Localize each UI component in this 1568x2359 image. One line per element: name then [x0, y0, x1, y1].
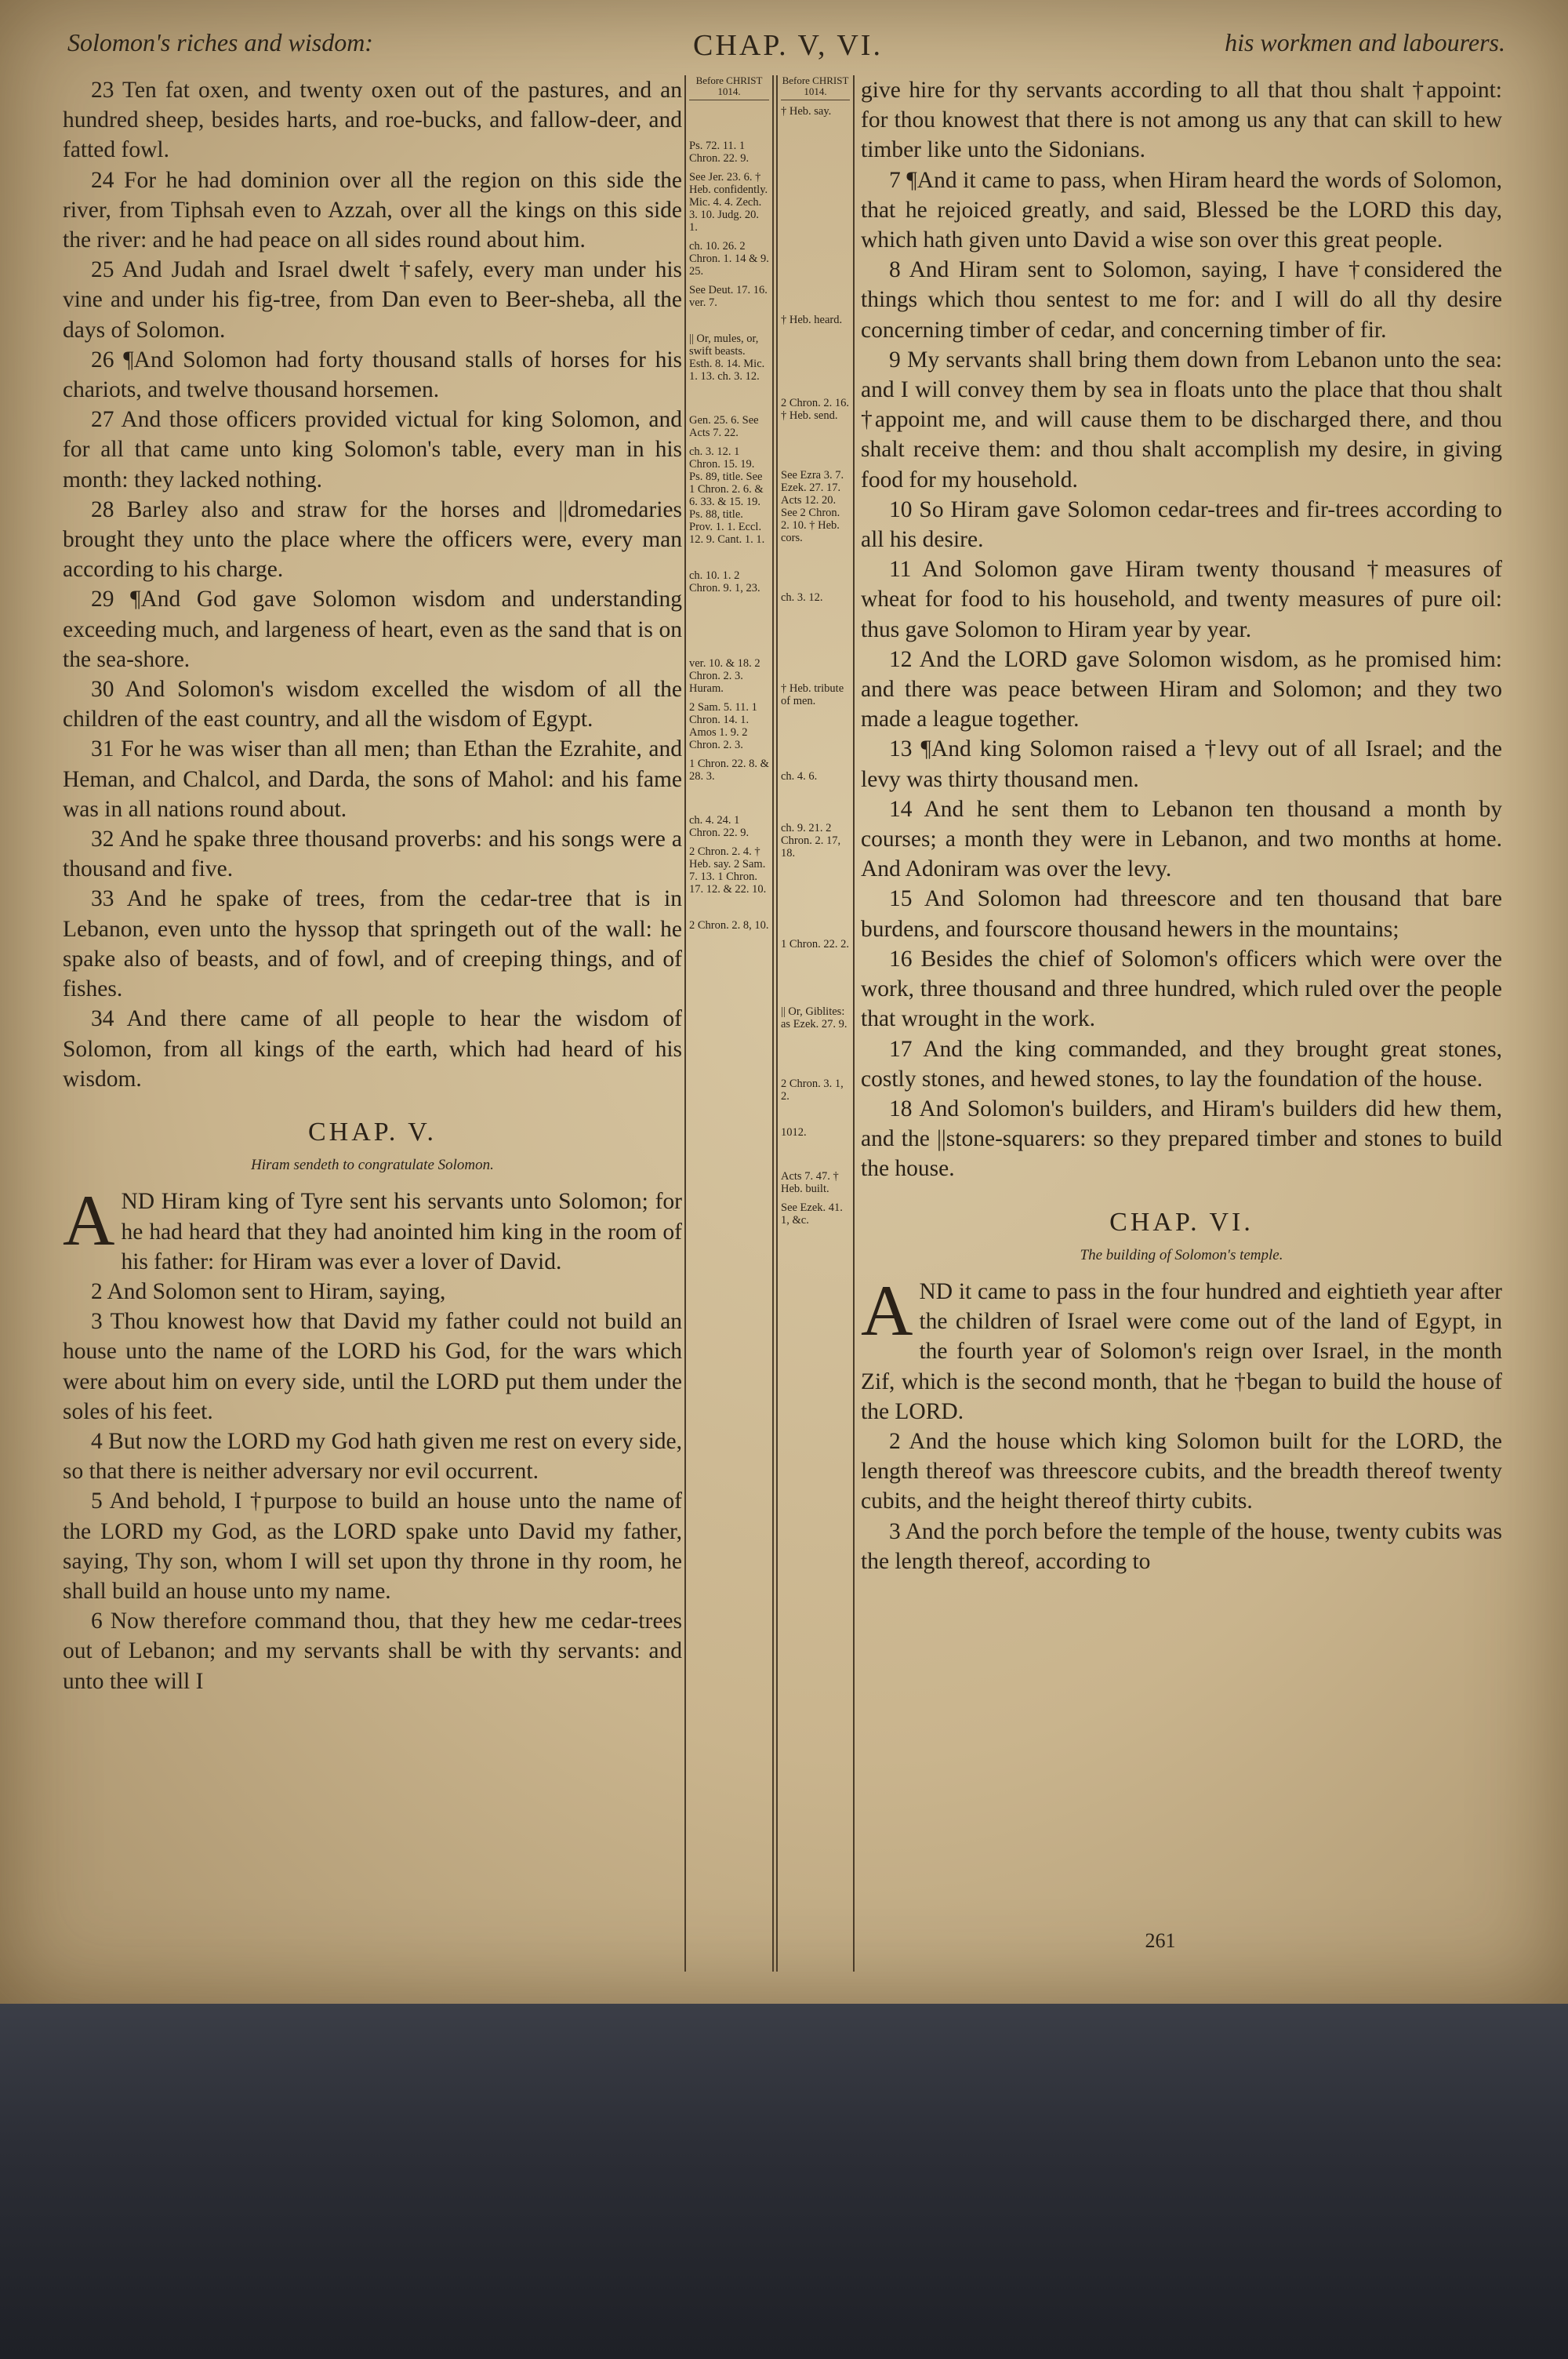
margin-note: ch. 9. 21. 2 Chron. 2. 17, 18. [781, 822, 841, 860]
chapter-summary: Hiram sendeth to congratulate Solomon. [251, 1157, 494, 1174]
verse: 2 And the house which king Solomon built for the LORD, the length thereof was threescore cubits, and the breadth thereof twenty cubits, and the height thereof thirty cubits. [861, 1428, 1502, 1514]
margin-note: 2 Sam. 5. 11. 1 Chron. 14. 1. Amos 1. 9. 2 Chron. 2. 3. [689, 701, 757, 751]
drop-cap: A [861, 1270, 913, 1350]
verse: 6 Now therefore command thou, that they hew me cedar-trees out of Lebanon; and my servants shall be with thy servants: and unto thee will I [63, 1608, 682, 1694]
column-rule [853, 75, 855, 1972]
margin-note: Acts 7. 47. † Heb. built. [781, 1170, 839, 1195]
verse: 15 And Solomon had threescore and ten thousand that bare burdens, and fourscore thousand hewers in the mountains; [861, 886, 1502, 942]
verse: 14 And he sent them to Lebanon ten thousand a month by courses; a month they were in Lebanon, and two months at home. And Adoniram was over the levy. [861, 796, 1502, 882]
margin-note: See Deut. 17. 16. ver. 7. [689, 284, 768, 309]
verse: 2 And Solomon sent to Hiram, saying, [91, 1278, 446, 1304]
verse: 7 ¶And it came to pass, when Hiram heard the words of Solomon, that he rejoiced greatly, and said, Blessed be the LORD this day, which hath given unto David a wise son over this great people. [861, 167, 1502, 253]
verse: 28 Barley also and straw for the horses and ||dromedaries brought they unto the place where the officers were, every man according to his charge. [63, 496, 682, 583]
verse: 9 My servants shall bring them down from Lebanon unto the sea: and I will convey them by sea in floats unto the place that thou shalt †appoint me, and will cause them to be discharged there, and thou shalt receive them: and thou shalt accomplish my desire, in giving food for my household. [861, 347, 1502, 493]
verse: give hire for thy servants according to all that thou shalt †appoint: for thou knowest that there is not among us any that can skill to hew timber like unto the Sidonians. [861, 78, 1502, 163]
opening-text: ND it came to pass in the four hundred and eightieth year after the children of Israel were come out of the land of Egypt, in the fourth year of Solomon's reign over Israel, in the month Zif, which is the second month, that he †began to build the house of the LORD. [861, 1278, 1502, 1424]
page-number: 261 [1145, 1929, 1176, 1952]
running-head-center: CHAP. V, VI. [693, 29, 883, 62]
verse: 5 And behold, I †purpose to build an house unto the name of the LORD my God, as the LORD spake unto David my father, saying, Thy son, whom I will set upon thy throne in thy room, he shall build an house unto my name. [63, 1488, 682, 1604]
date-header: Before CHRIST 1014. [781, 75, 850, 100]
margin-note: 2 Chron. 2. 16. † Heb. send. [781, 397, 849, 422]
chapter-opening-verse [63, 1180, 682, 1277]
verse: 31 For he was wiser than all men; than Ethan the Ezrahite, and Heman, and Chalcol, and Darda, the sons of Mahol: and his fame was in all nations round about. [63, 736, 682, 822]
margin-note: ch. 3. 12. 1 Chron. 15. 19. Ps. 89, title. See 1 Chron. 2. 6. & 6. 33. & 15. 19. Ps. 88, title. Prov. 1. 1. Eccl. 12. 9. Cant. 1. 1. [689, 445, 765, 546]
chapter-summary: The building of Solomon's temple. [1080, 1246, 1283, 1263]
margin-note: 1 Chron. 22. 2. [781, 938, 849, 951]
margin-note: See Jer. 23. 6. † Heb. confidently. Mic. 4. 4. Zech. 3. 10. Judg. 20. 1. [689, 171, 768, 234]
verse: 3 Thou knowest how that David my father could not build an house unto the name of the LORD his God, for the wars which were about him on every side, until the LORD put them under the soles of his feet. [63, 1309, 682, 1424]
verse: 26 ¶And Solomon had forty thousand stalls of horses for his chariots, and twelve thousand horsemen. [63, 347, 682, 403]
margin-note: 2 Chron. 2. 4. † Heb. say. 2 Sam. 7. 13. 1 Chron. 17. 12. & 22. 10. [689, 845, 767, 896]
verse: 29 ¶And God gave Solomon wisdom and understanding exceeding much, and largeness of heart, even as the sand that is on the sea-shore. [63, 587, 682, 672]
margin-note: ch. 4. 24. 1 Chron. 22. 9. [689, 814, 750, 839]
margin-note: † Heb. tribute of men. [781, 682, 844, 707]
margin-note: 2 Chron. 2. 8, 10. [689, 919, 769, 932]
verse: 10 So Hiram gave Solomon cedar-trees and fir-trees according to all his desire. [861, 496, 1502, 553]
verse: 13 ¶And king Solomon raised a †levy out of all Israel; and the levy was thirty thousand men. [861, 736, 1502, 792]
verse: 34 And there came of all people to hear the wisdom of Solomon, from all kings of the earth, which had heard of his wisdom. [63, 1006, 682, 1092]
margin-references-right [781, 75, 850, 1233]
running-head-left: Solomon's riches and wisdom: [67, 28, 373, 56]
right-text-column [861, 75, 1502, 1576]
column-rule [776, 75, 778, 1972]
verse: 30 And Solomon's wisdom excelled the wisdom of all the children of the east country, and all the wisdom of Egypt. [63, 677, 682, 732]
margin-note: See Ezek. 41. 1, &c. [781, 1201, 843, 1227]
verse: 17 And the king commanded, and they brought great stones, costly stones, and hewed stones, to lay the foundation of the house. [861, 1036, 1502, 1092]
running-head-right: his workmen and labourers. [1225, 28, 1505, 56]
verse: 23 Ten fat oxen, and twenty oxen out of the pastures, and an hundred sheep, besides harts, and roe-bucks, and fallow-deer, and fatted fowl. [63, 78, 682, 163]
verse: 16 Besides the chief of Solomon's officers which were over the work, three thousand and three hundred, which ruled over the people that wrought in the work. [861, 946, 1502, 1032]
margin-note: Gen. 25. 6. See Acts 7. 22. [689, 414, 759, 439]
verse: 24 For he had dominion over all the region on this side the river, from Tiphsah even to Azzah, over all the kings on this side the river: and he had peace on all sides round about him. [63, 167, 682, 253]
margin-note: || Or, mules, or, swift beasts. Esth. 8. 14. Mic. 1. 13. ch. 3. 12. [689, 333, 765, 383]
margin-note: ch. 4. 6. [781, 770, 818, 783]
verse: 27 And those officers provided victual for king Solomon, and for all that came unto king Solomon's table, every man in his month: they lacked nothing. [63, 407, 682, 493]
date-header: Before CHRIST 1014. [689, 75, 769, 100]
margin-note: 1012. [781, 1126, 807, 1139]
margin-note: 1 Chron. 22. 8. & 28. 3. [689, 758, 769, 783]
column-rule [772, 75, 774, 1972]
margin-note: Ps. 72. 11. 1 Chron. 22. 9. [689, 140, 750, 165]
verse: 8 And Hiram sent to Solomon, saying, I have †considered the things which thou sentest to me for: and I will do all thy desire concerning timber of cedar, and concerning timber of fir. [861, 257, 1502, 343]
chapter-heading: CHAP. V. [308, 1117, 437, 1147]
margin-note: See Ezra 3. 7. Ezek. 27. 17. Acts 12. 20. See 2 Chron. 2. 10. † Heb. cors. [781, 469, 844, 544]
drop-cap: A [63, 1180, 115, 1261]
verse: 12 And the LORD gave Solomon wisdom, as he promised him: and there was peace between Hiram and Solomon; and they two made a league together. [861, 646, 1502, 732]
verse: 25 And Judah and Israel dwelt †safely, every man under his vine and under his fig-tree, from Dan even to Beer-sheba, all the days of Solomon. [63, 257, 682, 343]
verse: 11 And Solomon gave Hiram twenty thousand †measures of wheat for food to his household, and twenty measures of pure oil: thus gave Solomon to Hiram year by year. [861, 557, 1502, 642]
chapter-heading: CHAP. VI. [1109, 1207, 1254, 1237]
margin-note: † Heb. heard. [781, 314, 843, 326]
margin-note: ch. 3. 12. [781, 591, 823, 604]
opening-text: ND Hiram king of Tyre sent his servants unto Solomon; for he had heard that they had anointed him king in the room of his father: for Hiram was ever a lover of David. [121, 1189, 682, 1274]
margin-note: † Heb. say. [781, 105, 832, 118]
background-surface [0, 2004, 1568, 2359]
verse: 3 And the porch before the temple of the house, twenty cubits was the length thereof, according to [861, 1518, 1502, 1574]
left-text-column [63, 75, 682, 1696]
margin-note: ch. 10. 1. 2 Chron. 9. 1, 23. [689, 569, 760, 594]
chapter-opening-verse [861, 1270, 1502, 1427]
margin-references-left [689, 75, 769, 938]
verse: 33 And he spake of trees, from the cedar-tree that is in Lebanon, even unto the hyssop that springeth out of the wall: he spake also of beasts, and of fowl, and of creeping things, and of fishes. [63, 886, 682, 1002]
verse: 18 And Solomon's builders, and Hiram's builders did hew them, and the ||stone-squarers: so they prepared timber and stones to build the house. [861, 1096, 1502, 1182]
margin-note: ch. 10. 26. 2 Chron. 1. 14 & 9. 25. [689, 240, 769, 278]
column-rule [684, 75, 686, 1972]
verse: 32 And he spake three thousand proverbs: and his songs were a thousand and five. [63, 827, 682, 882]
margin-note: ver. 10. & 18. 2 Chron. 2. 3. Huram. [689, 657, 760, 695]
margin-note: 2 Chron. 3. 1, 2. [781, 1078, 844, 1103]
verse: 4 But now the LORD my God hath given me rest on every side, so that there is neither adversary nor evil occurrent. [63, 1428, 682, 1485]
margin-note: || Or, Giblites: as Ezek. 27. 9. [781, 1005, 848, 1030]
